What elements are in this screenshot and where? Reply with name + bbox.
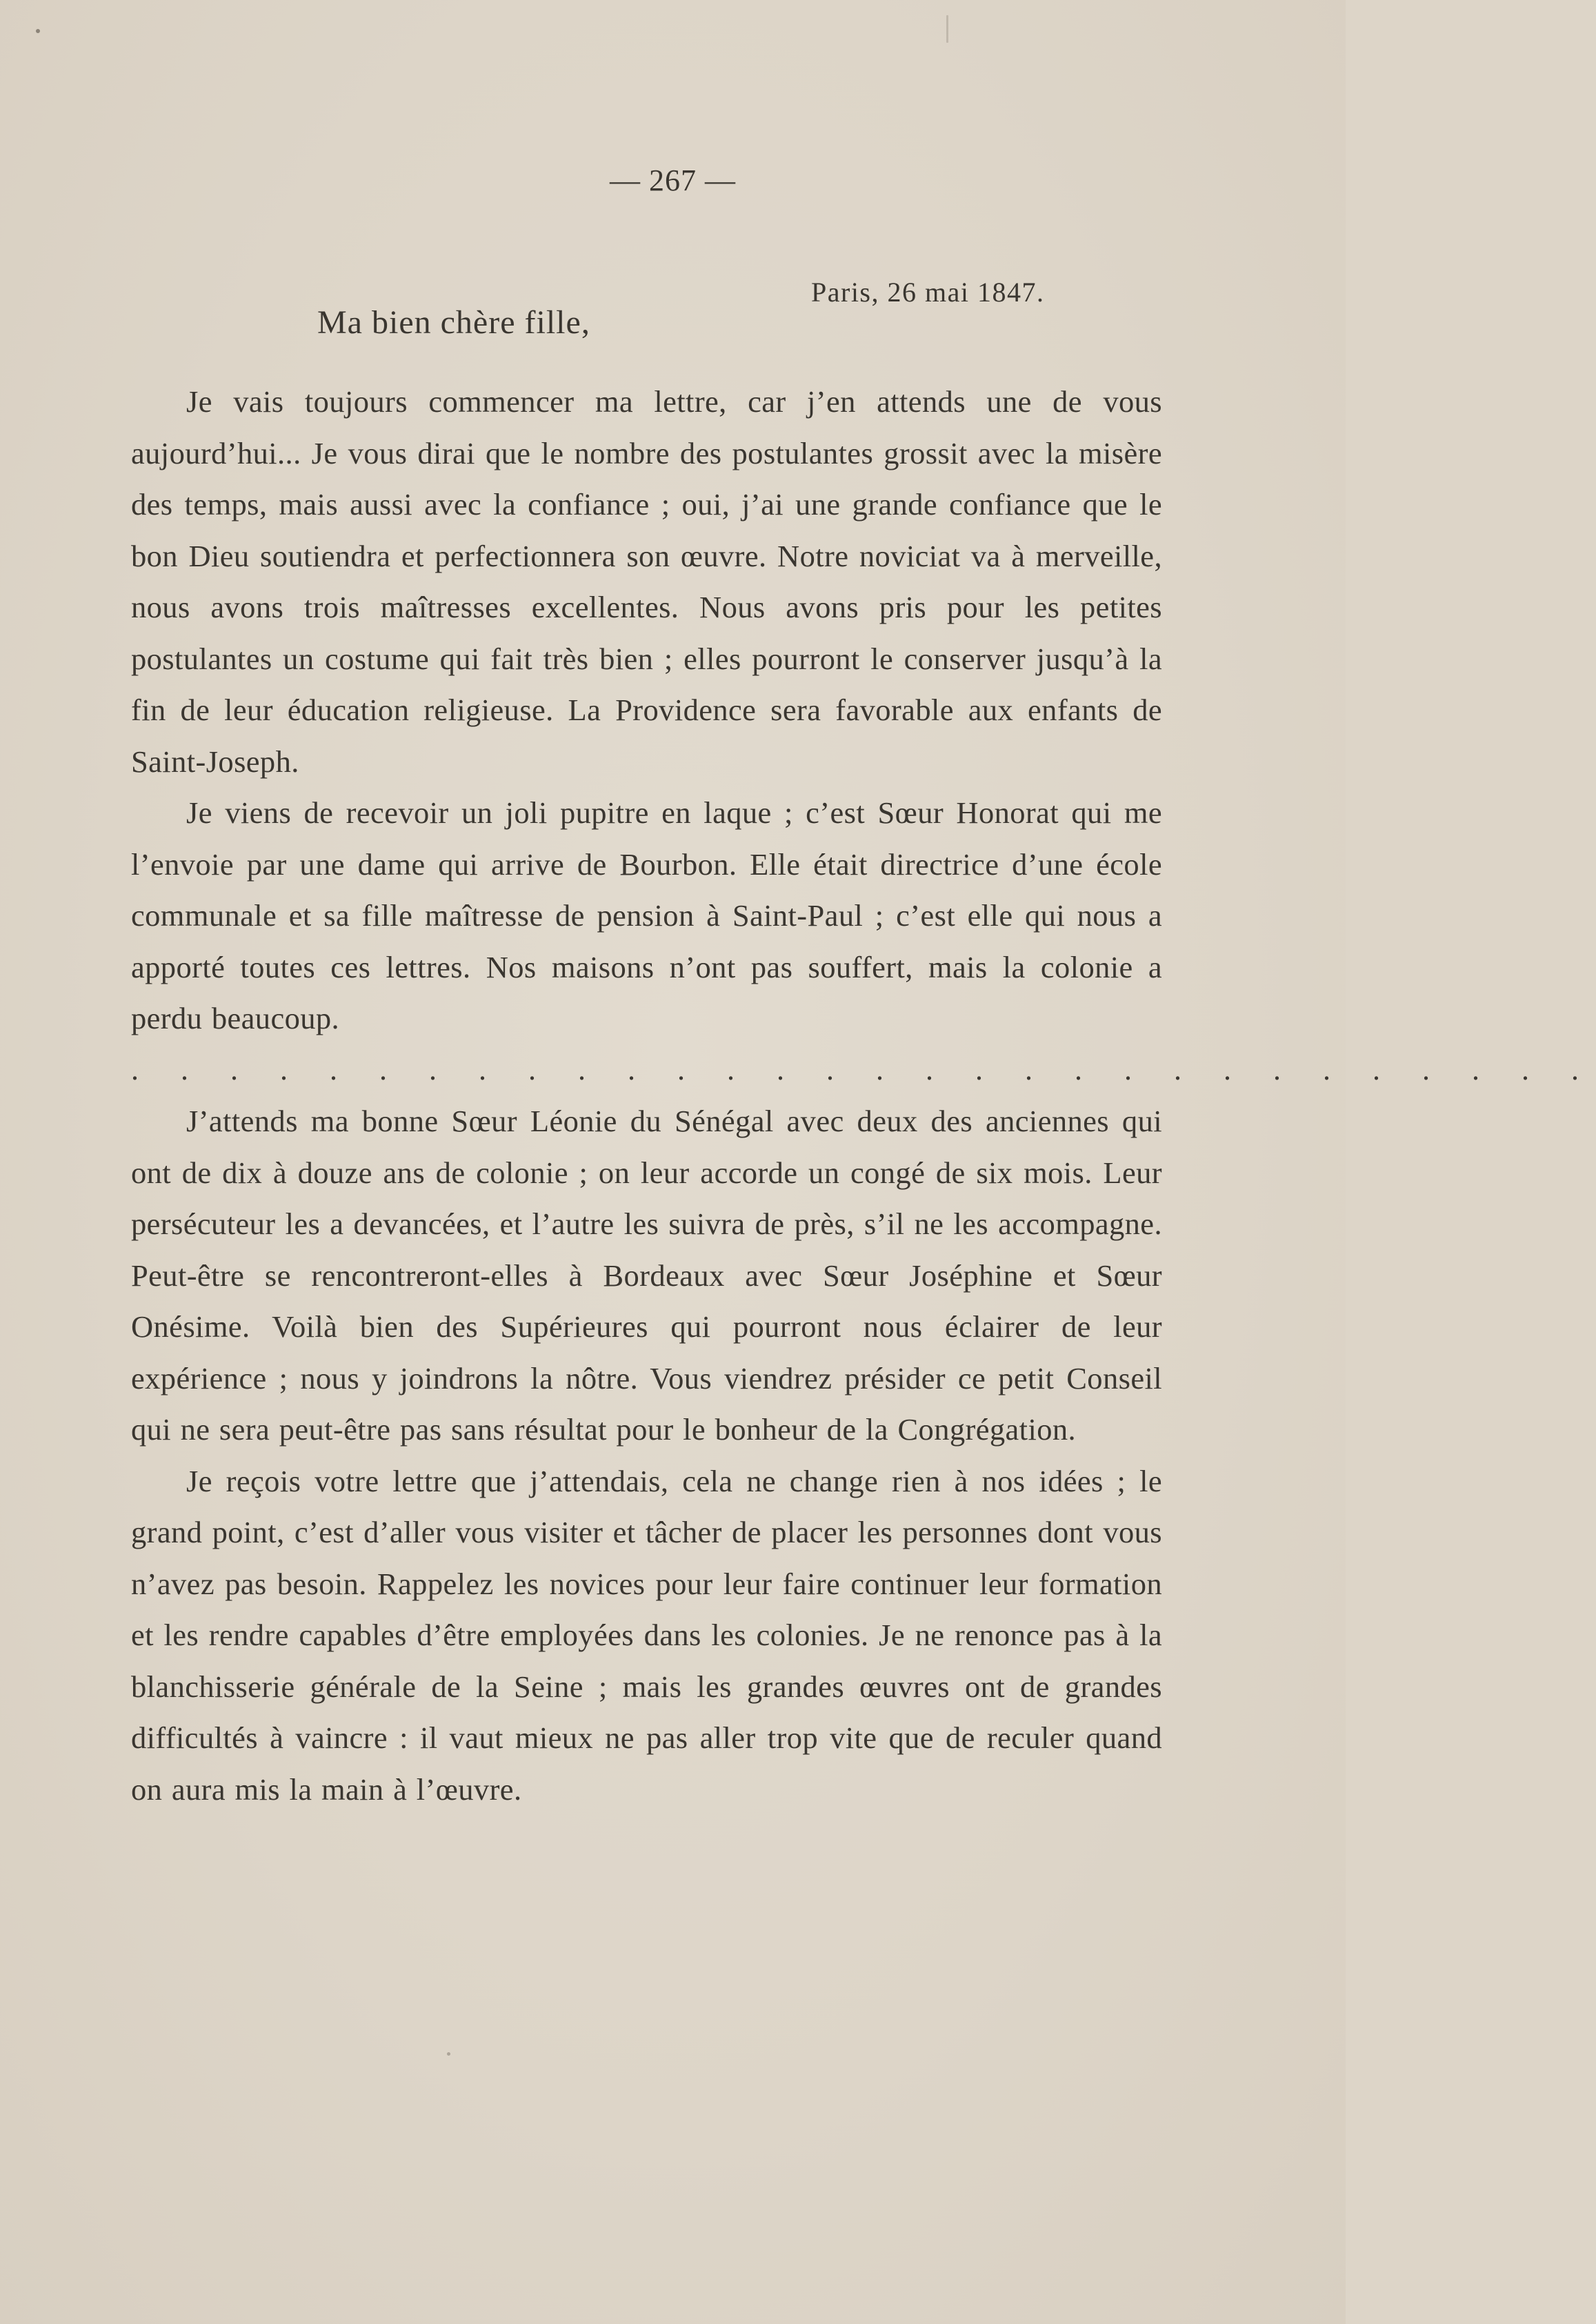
page-number: — 267 — bbox=[610, 163, 736, 197]
letter-body bbox=[131, 376, 1596, 1815]
paragraph: Je viens de recevoir un joli pupitre en laque ; c’est Sœur Honorat qui me l’envoie par une dame qui arrive de Bourbon. Elle était directrice d’une école communale et sa fille maîtresse de pension à Saint-Paul ; c’est elle qui nous a apporté toutes ces lettres. Nos maisons n’ont pas souffert, mais la colonie a perdu beaucoup. bbox=[131, 795, 1162, 1035]
paragraph: Je vais toujours commencer ma lettre, car j’en attends une de vous aujourd’hui... Je vous dirai que le nombre des postulantes grossit avec la misère des temps, mais aussi avec la confiance ; oui, j’ai une grande confiance que le bon Dieu soutiendra et perfectionnera son œuvre. Notre noviciat va à merveille, nous avons trois maîtresses excellentes. Nous avons pris pour les petites postulantes un costume qui fait très bien ; elles pourront le conserver jusqu’à la fin de leur éducation religieuse. La Providence sera favorable aux enfants de Saint-Joseph. bbox=[131, 384, 1162, 779]
paragraph: Je reçois votre lettre que j’attendais, cela ne change rien à nos idées ; le grand point, c’est d’aller vous visiter et tâcher de placer les personnes dont vous n’avez pas besoin. Rappelez les novices pour leur faire continuer leur formation et les rendre capables d’être employées dans les colonies. Je ne renonce pas à la blanchisserie générale de la Seine ; mais les grandes œuvres ont de grandes difficultés à vaincre : il vaut mieux ne pas aller trop vite que de reculer quand on aura mis la main à l’œuvre. bbox=[131, 1463, 1162, 1807]
paper-speck bbox=[36, 29, 40, 33]
letter-dateline: Paris, 26 mai 1847. bbox=[811, 277, 1045, 308]
paper-speck bbox=[447, 2052, 450, 2056]
omission-marks: . . . . . . . . . . . . . . . . . . . . . . . . . . . . . . bbox=[131, 1052, 1596, 1086]
letter-salutation: Ma bien chère fille, bbox=[317, 304, 590, 341]
paper-speck bbox=[946, 15, 948, 43]
paragraph: J’attends ma bonne Sœur Léonie du Sénégal avec deux des anciennes qui ont de dix à douze ans de colonie ; on leur accorde un congé de six mois. Leur persécuteur les a devancées, et l’autre les suivra de près, s’il ne les accompagne. Peut-être se rencontreront-elles à Bordeaux avec Sœur Joséphine et Sœur Onésime. Voilà bien des Supérieures qui pourront nous éclairer de leur expérience ; nous y joindrons la nôtre. Vous viendrez présider ce petit Conseil qui ne sera peut-être pas sans résultat pour le bonheur de la Congrégation. bbox=[131, 1104, 1162, 1447]
